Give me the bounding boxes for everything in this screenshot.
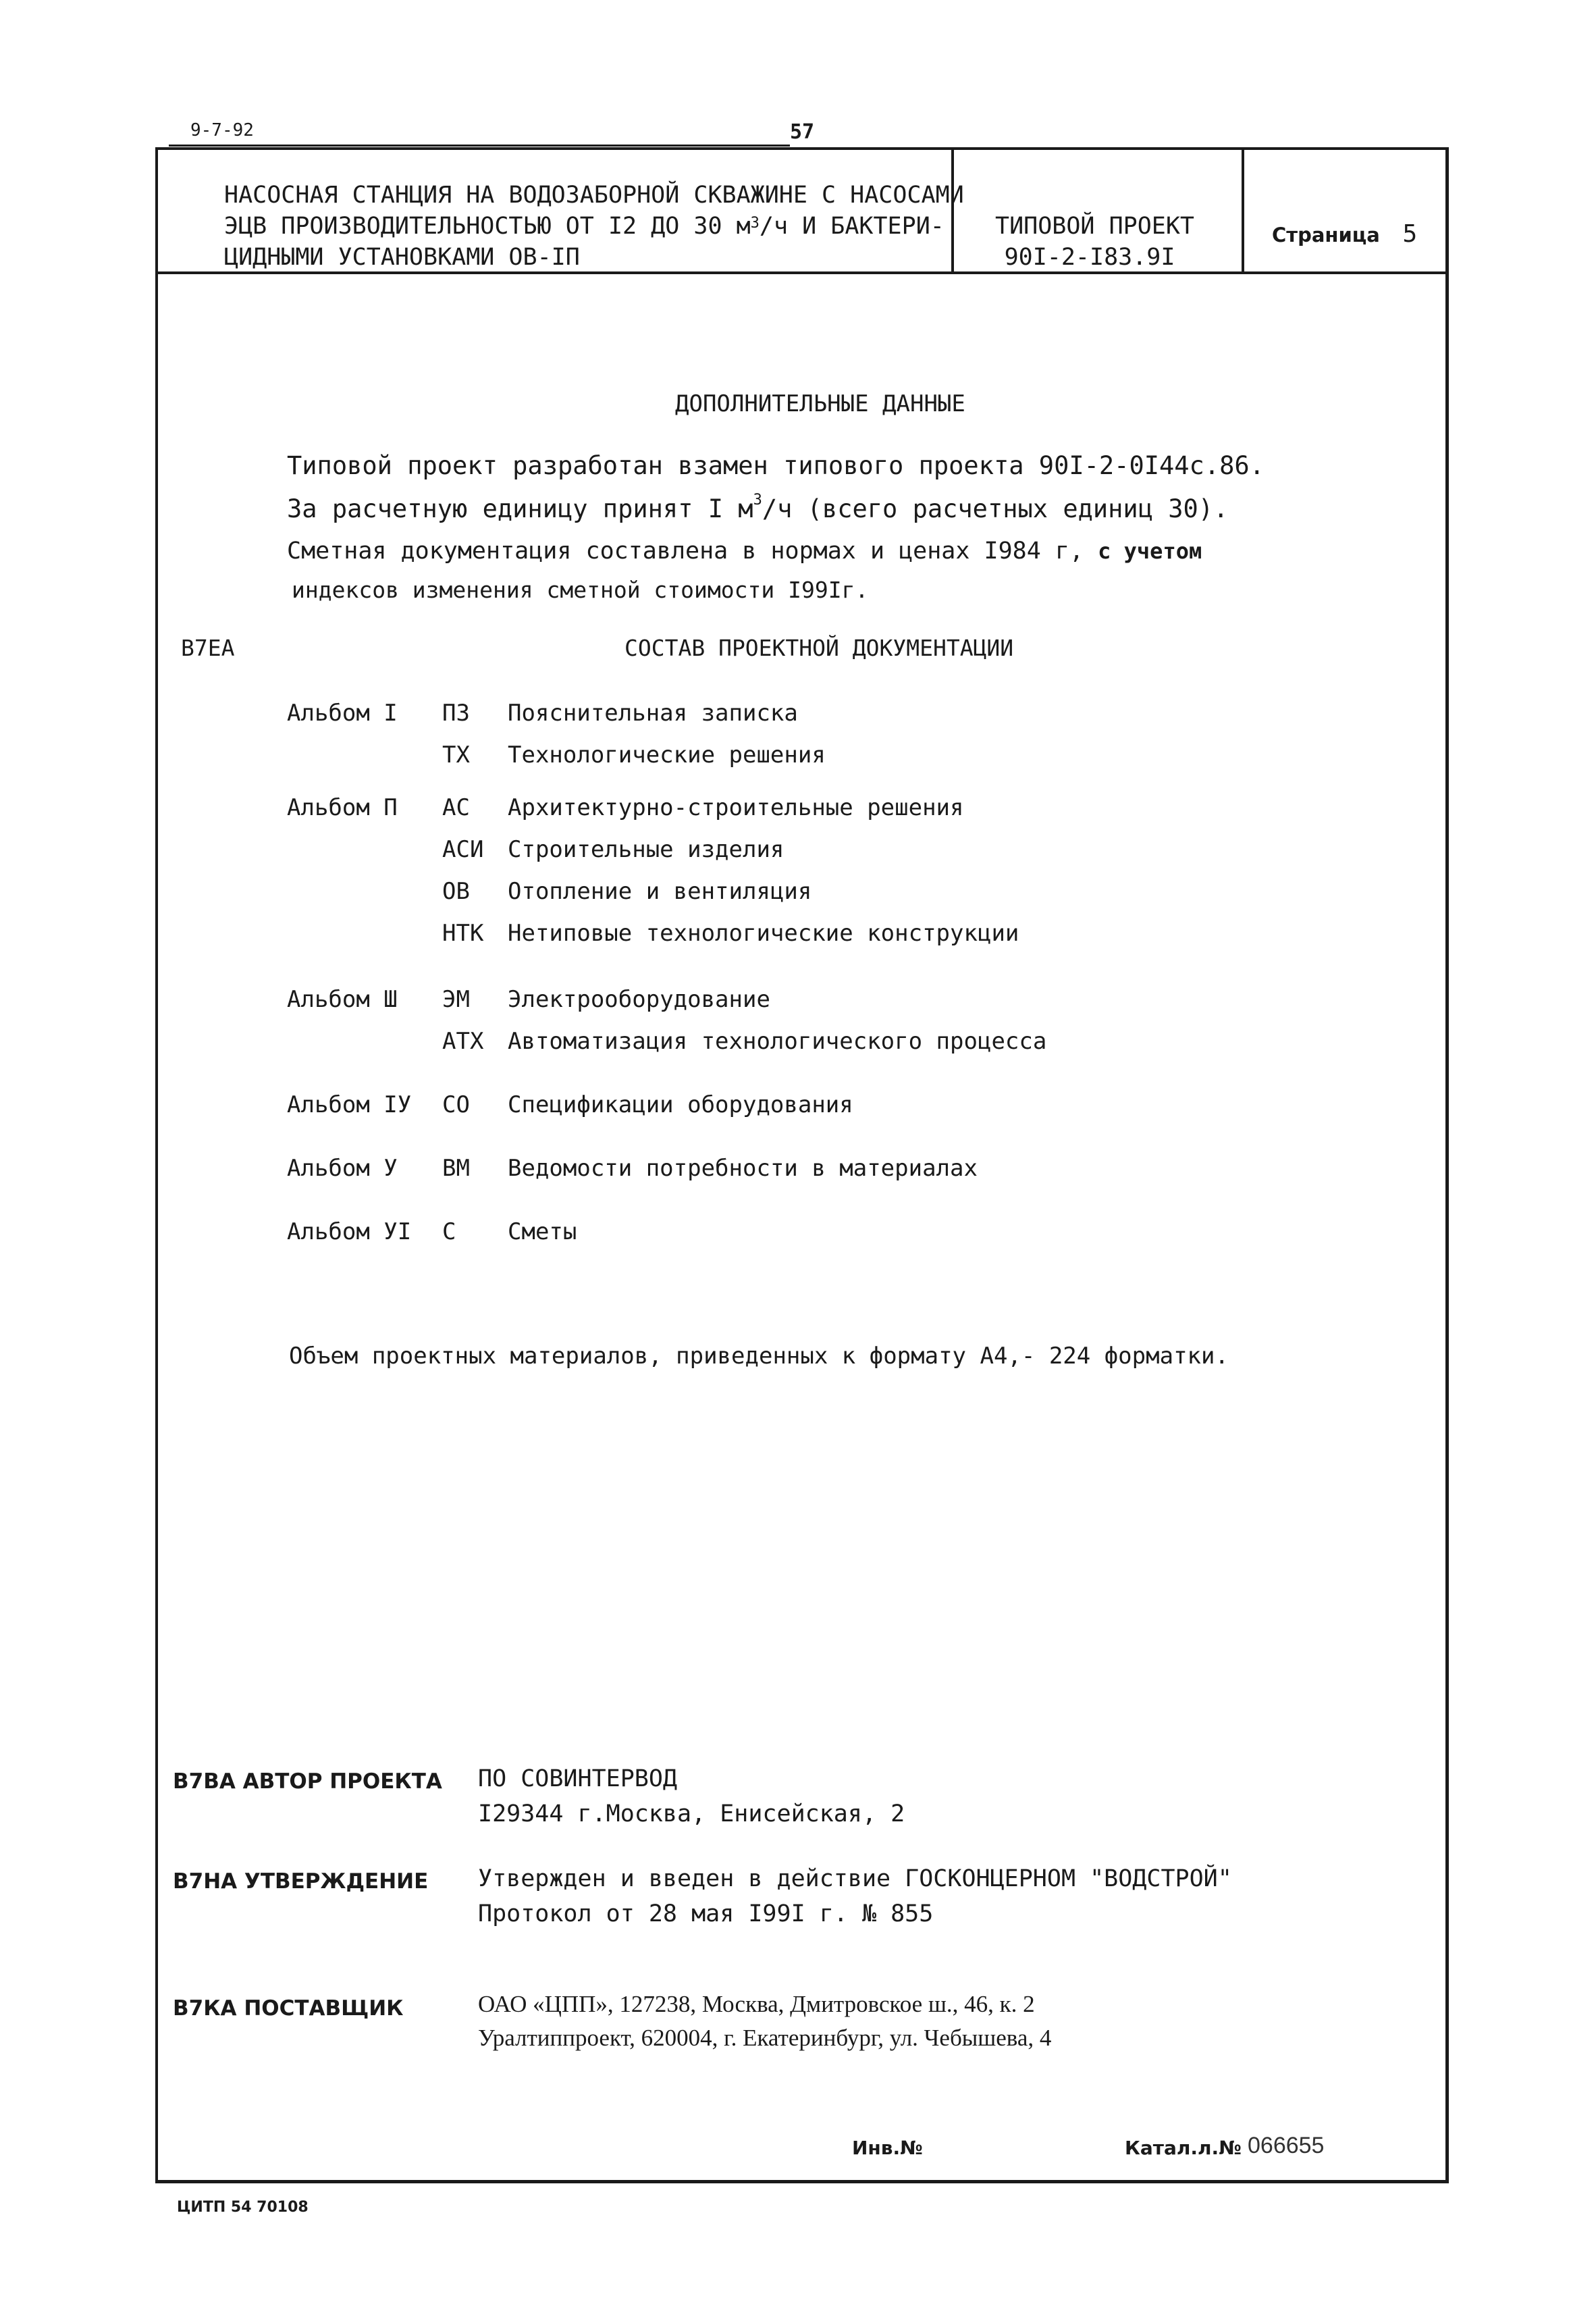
paragraph-4: индексов изменения сметной стоимости I99Iг. [292, 577, 869, 603]
composition-doc-name: Технологические решения [508, 742, 826, 769]
composition-album: Альбом I [287, 700, 398, 727]
author-line-1: ПО СОВИНТЕРВОД [478, 1765, 678, 1792]
volume-text: Объем проектных материалов, приведенных к формату А4,- 224 форматки. [289, 1343, 1229, 1370]
composition-doc-code: АС [442, 794, 470, 821]
catalog-number: 066655 [1248, 2133, 1325, 2158]
composition-doc-name: Сметы [508, 1218, 577, 1245]
page-number: 5 [1402, 220, 1418, 248]
composition-doc-name: Строительные изделия [508, 836, 784, 863]
page-label: Страница [1272, 224, 1380, 246]
composition-doc-code: АТХ [442, 1028, 484, 1055]
composition-album: Альбом УI [287, 1218, 412, 1245]
catalog-label: Катал.л.№ [1125, 2137, 1242, 2159]
project-label: ТИПОВОЙ ПРОЕКТ [995, 213, 1195, 240]
section-title: ДОПОЛНИТЕЛЬНЫЕ ДАННЫЕ [675, 390, 965, 417]
inventory-label: Инв.№ [852, 2137, 923, 2159]
project-block [995, 211, 1195, 273]
composition-album: Альбом У [287, 1155, 398, 1182]
approval-line-2: Протокол от 28 мая I99I г. № 855 [478, 1900, 934, 1927]
header-divider-2 [1242, 150, 1244, 274]
composition-doc-name: Спецификации оборудования [508, 1091, 853, 1118]
composition-doc-code: СО [442, 1091, 470, 1118]
header-title-line-2: ЭЦВ ПРОИЗВОДИТЕЛЬНОСТЬЮ ОТ I2 ДО 30 $м^3/ч$ И БАКТЕРИ- [224, 213, 945, 240]
paragraph-1: Типовой проект разработан взамен типового проекта 90I-2-0I44с.86. [287, 451, 1265, 480]
superscript-3: 3 [750, 215, 760, 232]
page-top-number: 57 [790, 120, 815, 144]
composition-doc-name: Ведомости потребности в материалах [508, 1155, 978, 1182]
header-title [224, 180, 964, 273]
paragraph-3: Сметная документация составлена в нормах и ценах I984 г, с учетом [287, 538, 1202, 565]
composition-doc-name: Нетиповые технологические конструкции [508, 920, 1019, 947]
approval-line-1: Утвержден и введен в действие ГОСКОНЦЕРНОМ "ВОДСТРОЙ" [478, 1865, 1232, 1892]
supplier-line-1: ОАО «ЦПП», 127238, Москва, Дмитровское ш., 46, к. 2 [478, 1991, 1035, 2017]
composition-doc-name: Архитектурно-строительные решения [508, 794, 964, 821]
composition-album: Альбом IУ [287, 1091, 412, 1118]
composition-doc-code: С [442, 1218, 456, 1245]
author-label: В7ВА АВТОР ПРОЕКТА [173, 1769, 442, 1794]
supplier-line-2: Уралтиппроект, 620004, г. Екатеринбург, ул. Чебышева, 4 [478, 2025, 1052, 2051]
header-title-line-1: НАСОСНАЯ СТАНЦИЯ НА ВОДОЗАБОРНОЙ СКВАЖИНЕ С НАСОСАМИ [224, 182, 964, 209]
composition-doc-name: Автоматизация технологического процесса [508, 1028, 1047, 1055]
composition-doc-name: Пояснительная записка [508, 700, 798, 727]
author-line-2: I29344 г.Москва, Енисейская, 2 [478, 1800, 905, 1827]
header-title-line-3: ЦИДНЫМИ УСТАНОВКАМИ ОВ-IП [224, 244, 580, 271]
project-number: 90I-2-I83.9I [1004, 244, 1175, 271]
composition-doc-code: ТХ [442, 742, 470, 769]
composition-title: СОСТАВ ПРОЕКТНОЙ ДОКУМЕНТАЦИИ [624, 635, 1014, 661]
composition-doc-code: ПЗ [442, 700, 470, 727]
composition-code: В7ЕА [181, 635, 235, 661]
top-rule [169, 145, 790, 147]
paragraph-2: За расчетную единицу принят I $м^3/ч$ (всего расчетных единиц 30). [287, 492, 1229, 523]
composition-doc-code: ЭМ [442, 986, 470, 1013]
composition-doc-code: НТК [442, 920, 484, 947]
composition-doc-name: Отопление и вентиляция [508, 878, 812, 905]
composition-doc-name: Электрооборудование [508, 986, 770, 1013]
composition-album: Альбом Ш [287, 986, 398, 1013]
page-block [1272, 220, 1417, 248]
approval-label: В7НА УТВЕРЖДЕНИЕ [173, 1869, 429, 1894]
composition-doc-code: ОВ [442, 878, 470, 905]
supplier-label: В7КА ПОСТАВЩИК [173, 1996, 404, 2021]
print-code: ЦИТП 54 70108 [177, 2199, 309, 2216]
composition-doc-code: АСИ [442, 836, 484, 863]
composition-doc-code: ВМ [442, 1155, 470, 1182]
top-date: 9-7-92 [190, 120, 254, 140]
composition-album: Альбом П [287, 794, 398, 821]
